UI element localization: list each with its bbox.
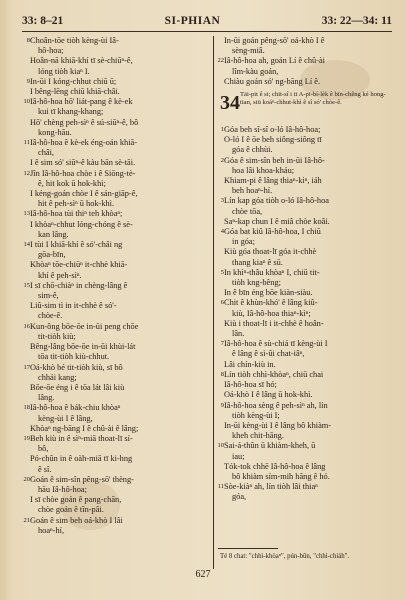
left-column <box>24 36 210 536</box>
verse-line: Tók-tok chhē Iâ-hô-hoa ê lâng <box>224 461 326 471</box>
verse-number: 9 <box>220 401 224 409</box>
verse <box>24 77 210 97</box>
verse-line: tiòh kng-bêng; <box>232 278 281 288</box>
verse-line: 11 Sòe-kiàⁿ ah, lín tiòh lâi thiaⁿ <box>218 482 392 492</box>
chapter-34-heading <box>218 91 392 125</box>
footnote-rule <box>218 548 278 549</box>
verse-number: 7 <box>220 340 224 348</box>
verse-number: 11 <box>23 139 30 147</box>
verse-line: tōa tit-tiòh kiù-chhut. <box>38 352 110 362</box>
verse <box>24 281 210 322</box>
verse-line: Kiù góa thoat-lī góa it-chhè <box>224 247 317 257</box>
verse <box>24 97 210 138</box>
verse-number: 1 <box>220 126 224 134</box>
verse-line: lân. <box>232 329 245 339</box>
verse <box>218 482 392 502</box>
verse-line: lîm-kàu goán, <box>232 66 279 76</box>
chapter-summary: Tāi-pit ê si; chit-sî i tī A-pi-bí-lèk ê bīn-chêng ké hong-tian, siū koáⁿ-chhut-khì ê sî só' chòe-ê. <box>240 91 386 107</box>
verse-number: 13 <box>23 210 30 218</box>
verse-line: Liû-sim tì in it-chhè ê só'- <box>30 301 117 311</box>
verse-line: ê, hit kok ū hok-khì; <box>38 178 106 188</box>
verse-line: Bōe-ōe éng i ê tōa lát lâi kiù <box>30 382 125 392</box>
verse-line: 3 Lín kap góa tiòh o-ló Iâ-hô-hoa <box>218 196 392 206</box>
verse-line: chhái kang; <box>38 372 77 382</box>
verse-line: lâng. <box>38 393 55 403</box>
verse-line: 6 Chit ê khùn-khó' ê lâng kiû- <box>218 298 392 308</box>
verse-line: khí ê peh-sìⁿ. <box>38 270 82 280</box>
verse-line: tiòh kèng-ùi I; <box>232 410 280 420</box>
verse <box>24 169 210 210</box>
verse-line: beh hoaⁿ-hí. <box>232 186 273 196</box>
verse-line: 9 In-ūi I kóng-chhut chiū ū; <box>24 77 210 87</box>
verse-line: I kéng-goán chòe I ê sán-giāp-ê, <box>30 189 138 199</box>
verse <box>24 434 210 475</box>
verse-line: góa ê chhùi. <box>232 145 273 155</box>
verse-number: 6 <box>220 299 224 307</box>
verse-line: 18 Iâ-hô-hoa ê bák-chiu khòaⁿ <box>24 403 210 413</box>
running-header <box>22 13 392 29</box>
verse-number: 10 <box>23 98 30 106</box>
verse-number: 19 <box>23 434 30 442</box>
verse-line: 4 Góa bat kiû Iâ-hô-hoa, I chiū <box>218 227 392 237</box>
verse-line: 5 In khìⁿ-thâu khòaⁿ I, chiū tit- <box>218 268 392 278</box>
verse <box>218 268 392 299</box>
verse-line: sèng-miâ. <box>232 46 265 56</box>
verse-line: châi, <box>38 148 54 158</box>
verse-line: 1 Góa beh sî-sî o-ló Iâ-hô-hoa; <box>218 125 392 135</box>
verse-line: I bêng-lēng chiū khiā-châi. <box>30 87 120 97</box>
verse-line: 8 Lín tiòh chhì-khòaⁿ, chiū chai <box>218 370 392 380</box>
verse-line: Iâ-hô-hoa sī hó; <box>224 380 277 390</box>
verse-line: hô-hoa; <box>38 46 64 56</box>
verse-line: chòe tōa, <box>232 206 263 216</box>
verse-line: kan lâng. <box>38 229 69 239</box>
verse <box>218 196 392 227</box>
verse-line: tit-tiòh kiù; <box>38 331 76 341</box>
verse-line: bô, <box>38 444 49 454</box>
verse-line: 21 Goán ê sim beh oá-khò I lâi <box>24 516 210 526</box>
verse-line: Khòaⁿ tōe-chiūⁿ it-chhè khiā- <box>30 260 128 270</box>
verse-number: 16 <box>23 322 30 330</box>
verse-line: Pó-chûn in ê oàh-miā tī ki-hng <box>30 454 133 464</box>
verse-line: hoa lâi khoa-kháu; <box>232 165 295 175</box>
verse-number: 9 <box>26 77 30 85</box>
verse <box>24 209 210 240</box>
verse <box>24 138 210 169</box>
chapter-number: 34 <box>220 92 240 115</box>
verse-line: 20 Goán ê sim-sîn pêng-sō' thèng- <box>24 475 210 485</box>
verse-line: kong-hāu. <box>38 127 72 137</box>
verse-number: 11 <box>217 483 224 491</box>
verse-line: kheh chit-hāng. <box>232 431 284 441</box>
verse-number: 3 <box>220 197 224 205</box>
header-right-reference: 33: 22—34: 11 <box>321 15 392 27</box>
verse-line: 9 Iâ-hô-hoa sèng ê peh-sìⁿ ah, lín <box>218 401 392 411</box>
verse-line: Khiam-pi ê lâng thiaⁿ-kìⁿ, iáh <box>224 176 322 186</box>
verse-number: 12 <box>23 169 30 177</box>
verse <box>218 125 392 156</box>
verse-number: 10 <box>217 442 224 450</box>
verse-line: Kiù i thoat-lī i it-chhè ê hoân- <box>224 318 324 328</box>
verse-line: 13 Iâ-hô-hoa tùi thiⁿ teh khòaⁿ; <box>24 209 210 219</box>
verse-line: Saⁿ-kap chun I ê miâ chòe koâi. <box>224 216 330 226</box>
verse-line: kèng-ùi I ê lâng, <box>38 413 93 423</box>
verse-line: 2 Góa ê sim-sîn beh in-ūi Iâ-hô- <box>218 156 392 166</box>
verse-number: 15 <box>23 281 30 289</box>
verse <box>24 516 210 536</box>
verse-number: 5 <box>220 268 224 276</box>
header-rule <box>22 31 392 32</box>
verse <box>218 441 392 482</box>
verse-line: Bêng-lâng bōe-ōe in-ūi khùi-lát <box>30 342 136 352</box>
verse-number: 21 <box>23 516 30 524</box>
right-column <box>218 36 392 503</box>
verse-line: iau; <box>232 451 245 461</box>
verse-line: In-ūi kèng-ùi I ê lâng bô khiàm- <box>224 420 332 430</box>
page-number: 627 <box>195 569 211 580</box>
verse <box>218 339 392 370</box>
verse-line: Khòaⁿ ng-bāng I ê chû-ài ê lâng; <box>30 423 139 433</box>
verse-line: Lâi chín-kiù in. <box>224 359 276 369</box>
verse <box>218 56 392 87</box>
verse <box>218 156 392 197</box>
verse-line: 22 Iâ-hô-hoa ah, goán Lí ê chû-ài <box>218 56 392 66</box>
verse-line: kiù, Iâ-hô-hoa thiaⁿ-kìⁿ; <box>232 308 311 318</box>
verse-line: 16 Kun-ông bōe-ōe in-ūi peng chōe <box>24 322 210 332</box>
verse-line: lóng tiòh kiaⁿ I. <box>38 66 90 76</box>
verse <box>218 370 392 401</box>
header-book-title: SI-PHIAN <box>164 15 221 27</box>
verse-line: 19 Beh kiù in ê sìⁿ-miā thoat-lī sí- <box>24 434 210 444</box>
verse-line: chòe-ê. <box>38 311 63 321</box>
verse-line: hāu Iâ-hô-hoa; <box>38 484 87 494</box>
verse-line: gōa-bīn, <box>38 250 66 260</box>
verse-line: 10 Sai-á-thûn ū khiàm-kheh, ū <box>218 441 392 451</box>
verse-line: 12 Jîn Iâ-hô-hoa chòe i ê Siōng-tè- <box>24 169 210 179</box>
verse-line: 14 I tùi I khiā-khí ê só'-châi ng <box>24 240 210 250</box>
psalm-33-end <box>218 36 392 87</box>
psalm-34-verses <box>218 125 392 503</box>
verse-number: 4 <box>220 228 224 236</box>
verse <box>24 322 210 363</box>
verse-line: 7 Iâ-hô-hoa ê sù-chiá tī kèng-ùi I <box>218 339 392 349</box>
verse-line: Chiàu goán só' ng-bāng Lí ê. <box>224 76 321 86</box>
verse-line: I ê sim só' siūⁿ-ê kàu bān sè-tāi. <box>30 158 136 168</box>
verse-line: bô khiàm sím-mih hāng ê hó. <box>232 471 330 481</box>
verse <box>24 403 210 434</box>
header-left-reference: 33: 8–21 <box>22 15 64 27</box>
verse-line: 10 Iâ-hô-hoa hō' liát-pang ê kè-ek <box>24 97 210 107</box>
verse-line: kui tī khang-khang; <box>38 107 104 117</box>
verse-number: 8 <box>220 370 224 378</box>
verse-number: 18 <box>23 404 30 412</box>
verse-line: Oá-khò I ê lâng ū hok-khì. <box>224 390 313 400</box>
verse-number: 17 <box>23 363 30 371</box>
verse-line: Hoân-nā khiā-khí tī sè-chiūⁿ-ê, <box>30 56 133 66</box>
verse-line: I sī chòe goán ê pang-chān, <box>30 495 122 505</box>
verse-line: Hō' chèng peh-sìⁿ ê sú-siūⁿ-ê, bô <box>30 117 139 127</box>
verse <box>218 298 392 339</box>
verse-line: chòe goán ê tîn-pâi. <box>38 505 104 515</box>
verse-line: hit ê peh-sìⁿ ū hok-khì. <box>38 199 115 209</box>
verse-line: góa, <box>232 492 247 502</box>
verse-number: 14 <box>23 241 30 249</box>
footnote: Té 8 chat: "chhì-khòaⁿ", pún-bûn, "chhì-chiáh". <box>220 553 350 560</box>
verse-line: 15 I sī chō-chiàⁿ in chèng-lâng ê <box>24 281 210 291</box>
verse <box>218 36 392 56</box>
verse-line: sim-ê, <box>38 291 59 301</box>
verse-line: 17 Oá-khò bé tit-tiòh kiù, sī bô <box>24 363 210 373</box>
verse-line: ê sî. <box>38 464 52 474</box>
verse-number: 20 <box>23 475 30 483</box>
verse-line: In-ūi goán pêng-sō' oá-khò I ê <box>224 36 325 45</box>
verse-line: In ê bīn éng bōe kiàn-siàu. <box>224 288 313 298</box>
verse <box>24 240 210 281</box>
verse-number: 8 <box>26 37 30 44</box>
verse-line: in góa; <box>232 237 255 247</box>
verse-line: I khòaⁿ-chhut lóng-chóng ê sè- <box>30 219 133 229</box>
verse-line: O-ló I ê ōe beh siông-siông tī <box>224 135 322 145</box>
verse <box>24 363 210 404</box>
verse <box>24 36 210 77</box>
verse <box>218 401 392 442</box>
verse-line: 11 Iâ-hô-hoa ê kè-ek éng-oán khiā- <box>24 138 210 148</box>
verse-line: ê lâng ê sì-ûi chat-iâⁿ, <box>232 349 305 359</box>
verse <box>218 227 392 268</box>
verse-number: 22 <box>217 57 224 65</box>
verse-line: thang kiaⁿ ê sū. <box>232 257 283 267</box>
verse <box>24 475 210 516</box>
verse-number: 2 <box>220 156 224 164</box>
verse-line: hoaⁿ-hí, <box>38 525 65 535</box>
verse-line: 8 Choân-tōe tiòh kèng-ùi Iâ- <box>24 36 210 46</box>
